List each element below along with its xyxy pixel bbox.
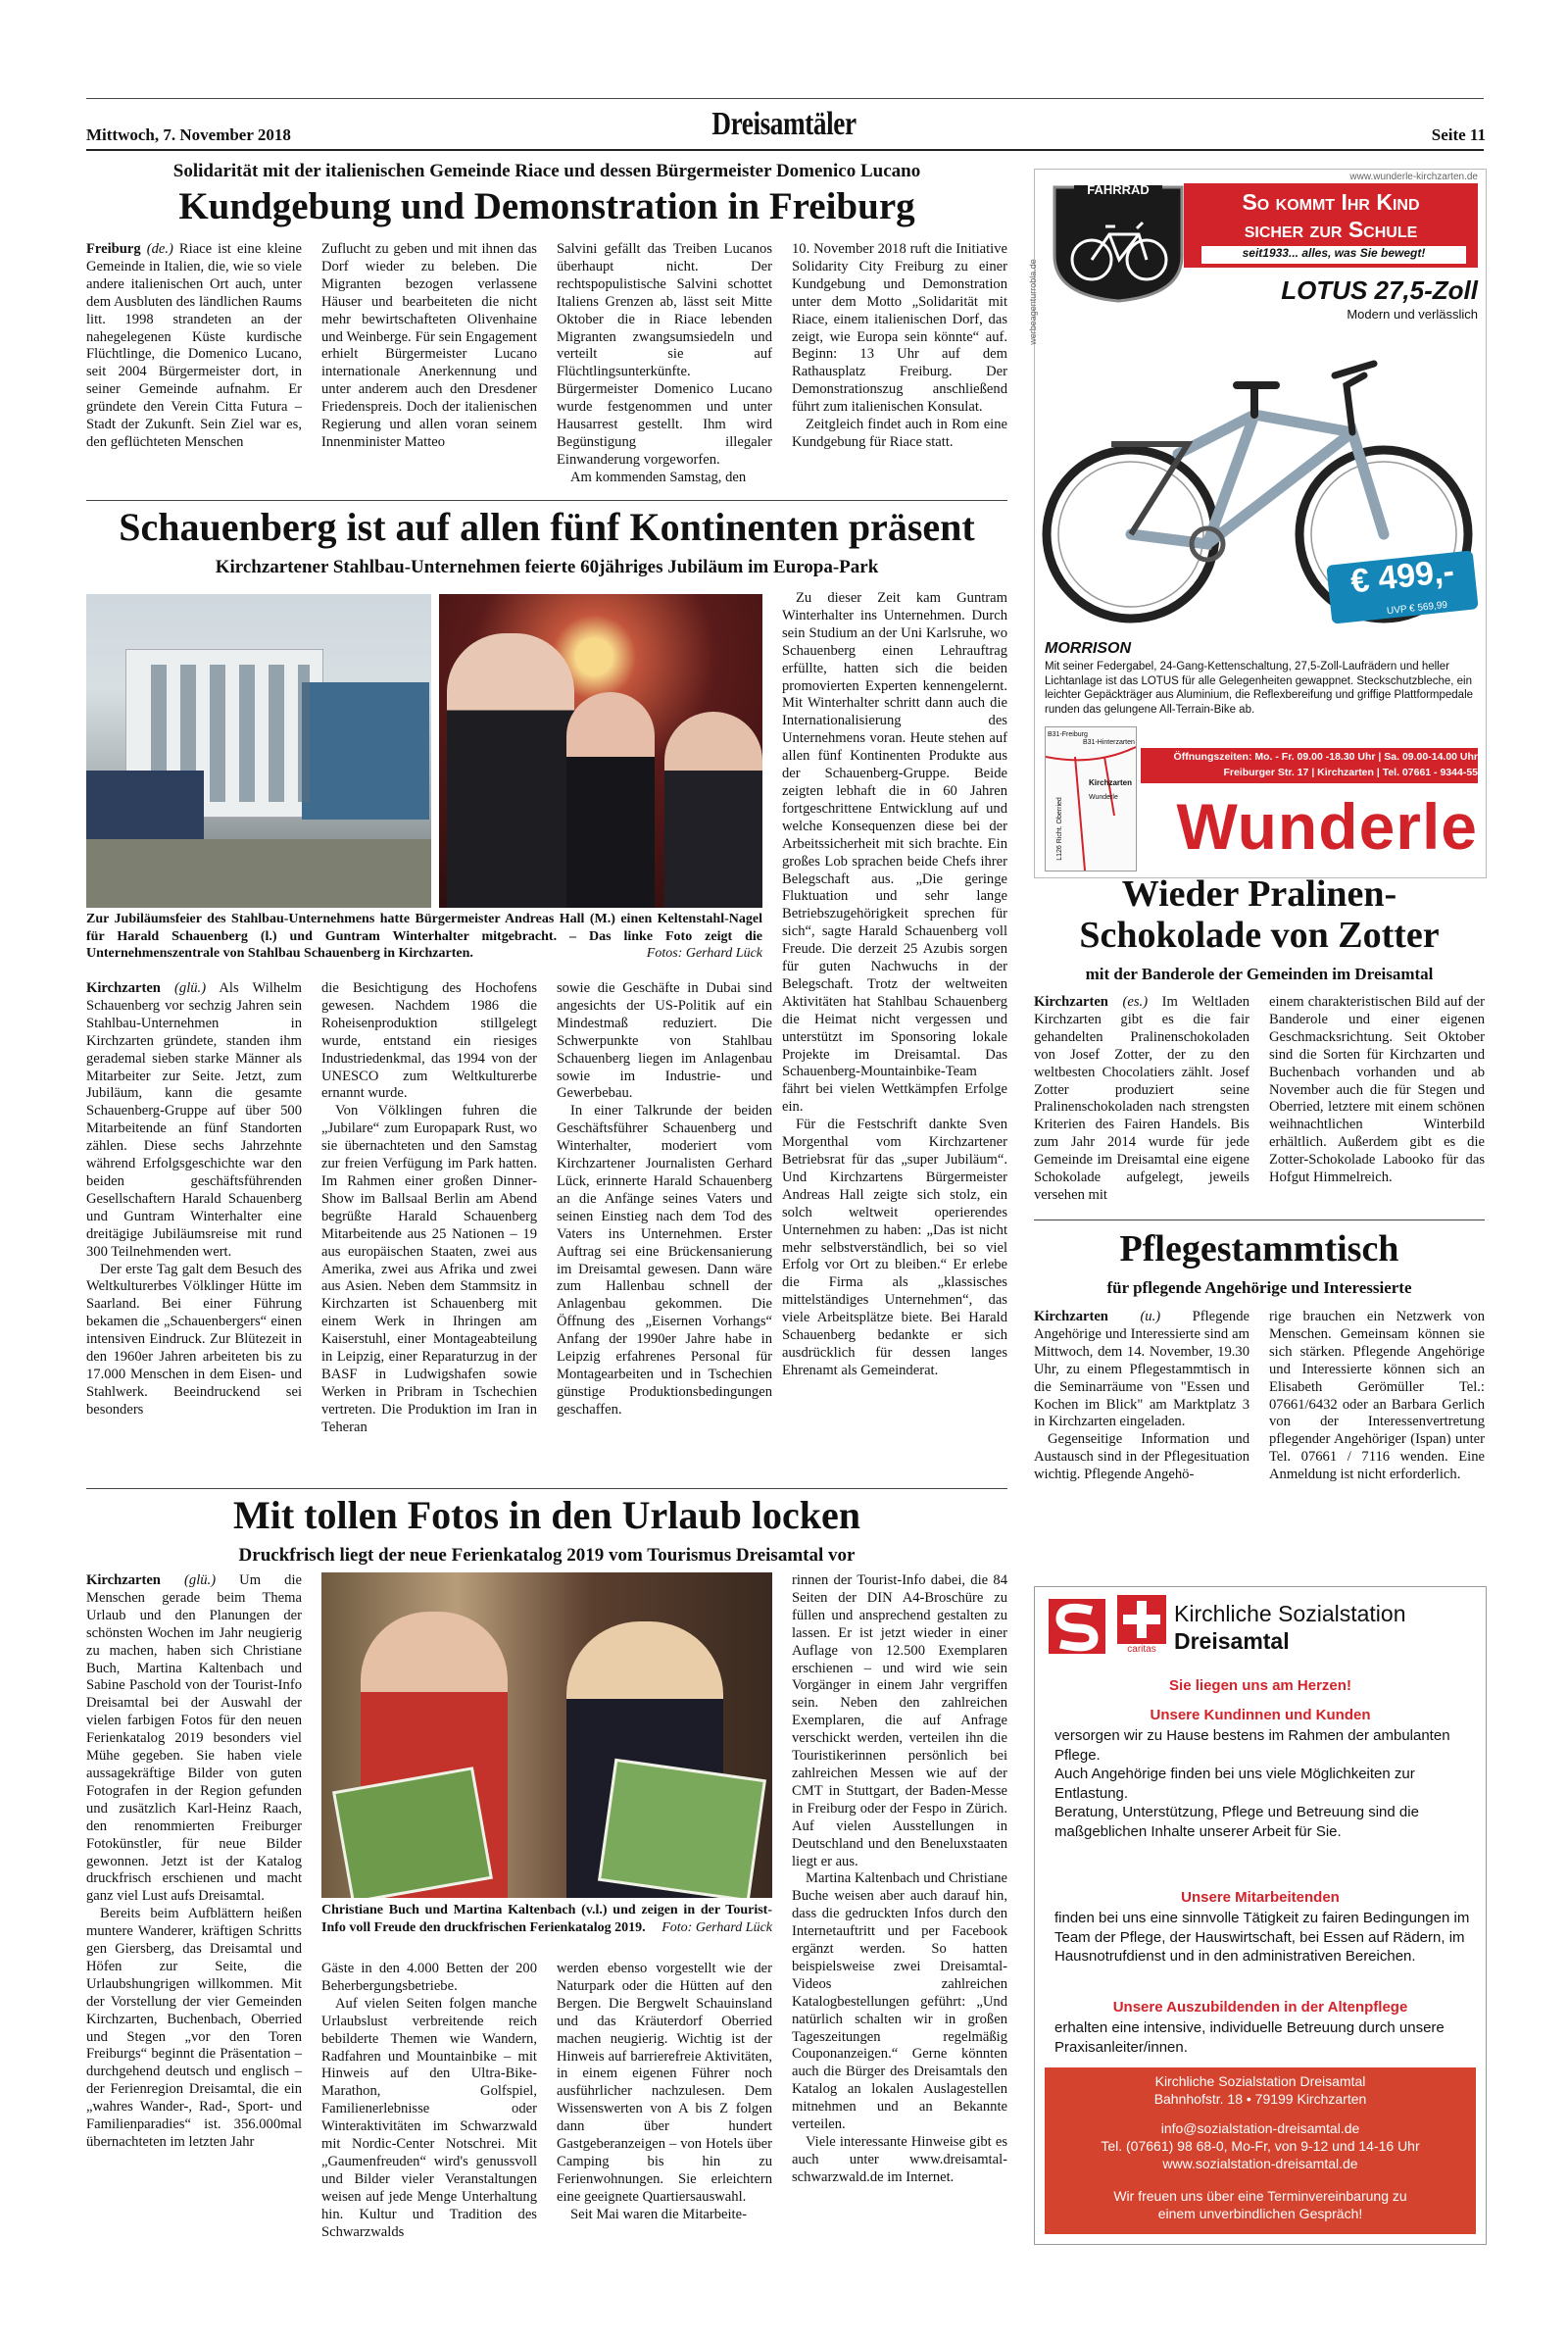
article-column: werden ebenso vorgestellt wie der Naturpark oder die Hütten auf den Bergen. Die Bergwelt Schauinsland und das Kräuterdorf Oberried machen neugierig. Wichtig ist der Hinweis auf barrierefreie Aktivitäten, in einem eigenen Führer noch ausführlicher nachzulesen. Dem Wissenswerten von A bis Z folgen dann über hundert Gastgeberanzeigen – von Hotels über Camping bis hin zu Ferienwohnungen. Sie erleichtern eine geeignete Quartiersauswahl. Seit Mai waren die Mitarbeite- [557,1961,772,2222]
dateline: Kirchzarten [1034,994,1108,1010]
article-column: Gäste in den 4.000 Betten der 200 Beherbergungsbetriebe. Auf vielen Seiten folgen manche Urlaubslust verbreitende reich bebilderte Themen wie Wandern, Radfahren und Mountainbike – mit Hinweis auf den Ultra-Bike-Marathon, Golfspiel, Familienerlebnisse oder Winteraktivitäten im Schwarzwald mit Nordic-Center Notschrei. Mit „Gaumenfreuden“ wird's genussvoll und Bilder vieler Veranstaltungen weisen auf jede Menge Unterhaltung hin. Kultur und Tradition des Schwarzwalds [321,1961,537,2240]
contact-address: Bahnhofstr. 18 • 79199 Kirchzarten [1153,2091,1367,2107]
map-label: Kirchzarten [1089,778,1133,787]
catalogue [332,1767,493,1898]
ad-title: Dreisamtal [1174,1628,1290,1654]
author: (glü.) [184,1572,217,1588]
shield-label: FAHRRAD [1087,182,1150,197]
author: (de.) [146,241,173,257]
article-kicker: Solidarität mit der italienischen Gemeinde Riace und dessen Bürgermeister Domenico Lucano [172,161,921,181]
section-heading: Unsere Mitarbeitenden [1181,1889,1340,1906]
ad-since: seit1933... alles, was Sie bewegt! [1201,246,1466,264]
photo-credit: Foto: Gerhard Lück [662,1919,772,1935]
article-column: Zuflucht zu geben und mit ihnen das Dorf wieder zu beleben. Die Migranten bezogen verlassene Häuser und bearbeiteten die nicht mehr bewirtschafteten Olivenhaine und Weinberge. Für sein Engagement erhielt Bürgermeister Lucano internationale Anerkennung und unter anderem auch den Dresdener Friedenspreis. Doch der italienischen Regierung und allen voran seinem Innenminister Matteo [321,241,537,450]
article-column: Freiburg (de.) Riace ist eine kleine Gemeinde in Italien, die, wie so viele andere italienischen Ort auch, unter dem Ausbluten des ländlichen Raums litt. 1998 strandeten an der nahegelegenen Küste kurdische Flüchtlinge, die Domenico Lucano, seit 2004 Bürgermeister dort, in seiner Gemeinde aufnahm. Er gründete den Verein Citta Futura – Stadt der Zukunft. Sein Ziel war es, den geflüchteten Menschen [86,241,302,450]
ad-headline: sicher zur Schule [1244,217,1418,242]
issue-date: Mittwoch, 7. November 2018 [86,125,291,144]
person-left [447,633,574,908]
shop-address: Freiburger Str. 17 | Kirchzarten | Tel. 07661 - 9344-55 [1223,767,1478,778]
article-subheadline: mit der Banderole der Gemeinden im Dreisamtal [1085,965,1434,983]
dateline: Kirchzarten [1034,1309,1108,1324]
contact-email: info@sozialstation-dreisamtal.de [1160,2120,1360,2136]
ad-vertical-credit: werbeagenturrobla.de [1027,259,1038,345]
article-column: rige brauchen ein Netzwerk von Menschen. Gemeinsam können sie sich stärken. Pflegende Angehörige und Interessierte können sich an Elisabeth Gerömüller Tel.: 07661/6432 oder an Barbara Gerlich von der Interessenvertretung pflegender Angehöriger (Ispan) unter Tel. 07661 / 7116 wenden. Eine Anmeldung ist nicht erforderlich. [1269,1309,1485,1483]
ad-title: Kirchliche Sozialstation [1174,1601,1406,1626]
author: (glü.) [174,980,207,996]
article-headline: Mit tollen Fotos in den Urlaub locken [232,1493,861,1537]
article-column: sowie die Geschäfte in Dubai sind angesichts der US-Politik auf ein Mindestmaß reduziert. Die Schwerpunkte von Stahlbau Schauenberg liegen im Anlagenbau sowie im Industrie- und Gewerbebau. In einer Talkrunde der beiden Geschäftsführer Schauenberg und Winterhalter, moderiert vom Kirchzartener Journalisten Gerhard Lück, erinnerte Harald Schauenberg an die Anfänge seines Vaters und seinen Einstieg nach dem Tod des Vaters ins Unternehmen. Erster Auftrag sei eine Brückensanierung im Dreisamtal gewesen. Dann wäre zum Hallenbau schnell der Anlagenbau gekommen. Die Öffnung des „Eisernen Vorhangs“ Anfang der 1990er Jahre habe in Leipzig erfahrenes Personal für Montagearbeiten und in Tschechien günstige Produktionsbedingungen geschaffen. [557,980,772,1418]
truck [86,771,204,839]
caritas-label: caritas [1127,1644,1156,1655]
celebration-photo [439,594,762,908]
dateline: Freiburg [86,241,141,257]
article-subheadline: Druckfrisch liegt der neue Ferienkatalog 2019 vom Tourismus Dreisamtal vor [238,1545,856,1566]
opening-hours: Öffnungszeiten: Mo. - Fr. 09.00 -18.30 Uhr | Sa. 09.00-14.00 Uhr [1173,751,1478,763]
map-label: B31-Hinterzarten [1083,739,1135,746]
article-headline: Schokolade von Zotter [1079,915,1440,956]
contact-phone: Tel. (07661) 98 68-0, Mo-Fr, von 9-12 und 14-16 Uhr [1101,2138,1420,2154]
masthead: Dreisamtäler [711,106,857,142]
catalogue [598,1759,766,1898]
ad-slogan: Sie liegen uns am Herzen! [1169,1677,1351,1694]
section-heading: Unsere Kundinnen und Kunden [1150,1707,1371,1723]
dateline: Kirchzarten [86,980,161,996]
bike-description: Mit seiner Federgabel, 24-Gang-Kettenschaltung, 27,5-Zoll-Laufrädern und heller Lichtanlage ist das LOTUS für alle Gelegenheiten gewappnet. Steckschutzbleche, ein leichter Gepäckträger aus Aluminium, die Reflexbereifung und griffige Plattformpedale runden das gelungene All-Terrain-Bike ab. [1045,661,1474,716]
building-facade [302,682,429,820]
section-text: erhalten eine intensive, individuelle Betreuung durch unsere Praxisanleiter/innen. [1054,2019,1445,2056]
uvp: UVP € 569,99 [1386,599,1448,618]
article-column: Zu dieser Zeit kam Guntram Winterhalter ins Unternehmen. Durch sein Studium an der Uni Karlsruhe, wo Schauenberg einen Lehrauftrag erfüllte, hatten sich die beiden promovierten Experten kennengelernt. Mit Winterhalter schritt dann auch die Internationalisierung des Unternehmens voran. Heute stehen auf allen fünf Kontinenten Produkte aus der Schauenberg-Gruppe. Beide zeigten lebhaft die in 60 Jahren fortgeschrittene Entwicklung auf und welche Konsequenzen diese bei der Arbeitssicherheit mit sich brachte. Ein großes Lob sprachen beide Chefs ihrer Belegschaft aus. „Die geringe Fluktuation und sehr lange Betriebszugehörigkeit sprechen für sich“, sagte Harald Schauenberg voll Freude. Die derzeit 25 Azubis sorgen für guten Nachwuchs in der Belegschaft. Trotz der weltweiten Aktivitäten hat Stahlbau Schauenberg die Heimat nicht vergessen und unterstützt im Sponsoring lokale Projekte im Dreisamtal. Das Schauenberg-Mountainbike-Team fährt bei vielen Wettkämpfen Erfolge ein. Für die Festschrift dankte Sven Morgenthal vom Kirchzartener Betriebsrat für das „super Jubiläum“. Und Kirchzartens Bürgermeister Andreas Hall zeigte sich stolz, ein solch weltweit operierendes Unternehmen zu haben: „Das ist nicht mehr selbstverständlich, bei so viel Erfolg vor Ort zu bleiben.“ Er erlebe die Firma als „klassisches mittelständiges Unternehmen“, das viele Arbeitsplätze biete. Bei Harald Schauenberg bedankte er sich ausdrücklich für dessen langes Ehrenamt als Gemeinderat. [782,590,1007,1378]
photo-caption: Zur Jubiläumsfeier des Stahlbau-Unternehmens hatte Bürgermeister Andreas Hall (M.) einen Keltenstahl-Nagel für Harald Schauenberg (l.) und Guntram Winterhalter mitgebracht. – Das linke Foto zeigt die Unternehmenszentrale von Stahlbau Schauenberg in Kirchzarten. Fotos: Gerhard Lück [86,912,762,961]
article-column: Kirchzarten (glü.) Um die Menschen gerade beim Thema Urlaub und den Planungen der schönsten Wochen im Jahr neugierig zu machen, haben sich Christiane Buch, Martina Kaltenbach und Sabine Paschold von der Tourist-Info Dreisamtal bei der Auswahl der vielen farbigen Fotos für den neuen Ferienkatalog 2019 besonders viel Mühe gegeben. Sie haben viele aussagekräftige Bilder von guten Fotografen in der Region gefunden und zusätzlich Karl-Heinz Raach, den renommierten Freiburger Fotokünstler, für neue Bilder gewonnen. Jetzt ist der Katalog druckfrisch erschienen und macht ganz viel Lust aufs Dreisamtal. Bereits beim Aufblättern heißen muntere Wanderer, kräftigen Schritts gen Giersberg, das Dreisamtal und Höfen zur Seite, die Urlaubshungrigen willkommen. Mit der Vorstellung der vier Gemeinden Kirchzarten, Buchenbach, Oberried und Stegen „vor den Toren Freiburgs“ beginnt die Präsentation – durchgehend deutsch und englisch – der Ferienregion Dreisamtal, die ein „wahres Wander-, Rad-, Sport- und Familienparadies“ ist. 356.000mal übernachteten im letzten Jahr [86,1572,302,2150]
page-number: Seite 11 [1431,125,1486,144]
person-right [664,712,762,908]
author: (u.) [1140,1309,1161,1324]
contact-name: Kirchliche Sozialstation Dreisamtal [1154,2073,1366,2089]
article-column: 10. November 2018 ruft die Initiative Solidarity City Freiburg zu einer Kundgebung und Demonstration unter dem Motto „Solidarität mit Riace, einem italienischen Dorf, das zeigt, wie Europa sein könnte“ auf. Beginn: 13 Uhr auf dem Rathausplatz Freiburg. Der Demonstrationszug anschließend führt zum italienischen Konsulat. Zeitgleich findet auch in Rom eine Kundgebung für Riace statt. [792,241,1007,450]
article-column: Kirchzarten (es.) Im Weltladen Kirchzarten gibt es die fair gehandelten Pralinenschokoladen von Josef Zotter, der zu den weltbesten Chocolatiers zählt. Josef Zotter produziert seine Pralinenschokoladen nach strengsten Kriterien des Fairen Handels. Bis zum Jahr 2014 wurde für jede Gemeinde im Dreisamtal eine eigene Schokolade aufgelegt, jeweils versehen mit [1034,994,1250,1203]
photo-caption: Christiane Buch und Martina Kaltenbach (v.l.) und zeigen in der Tourist-Info voll Freude den druckfrischen Ferienkatalog 2019. Foto: Gerhard Lück [321,1903,772,1935]
price: € 499,- [1348,552,1456,601]
author: (es.) [1122,994,1149,1010]
map-label: Wunderle [1089,794,1118,801]
article-subheadline: für pflegende Angehörige und Interessierte [1106,1278,1412,1297]
bike-model: LOTUS 27,5-Zoll [1281,275,1478,305]
article-column: Kirchzarten (glü.) Als Wilhelm Schauenberg vor sechzig Jahren sein Stahlbau-Unternehmen in Kirchzarten gründete, standen ihm gerademal sieben starke Männer als Mitarbeiter zur Seite. Jetzt, zum Jubiläum, kann die gesamte Schauenberg-Gruppe auf über 500 Mitarbeitende an fünf Standorten zählen. Diese sechs Jahrzehnte während Erfolgsgeschichte war den beiden geschäftsführenden Gesellschaftern Harald Schauenberg und Guntram Winterhalter eine dreitägige Jubiläumsreise mit rund 300 Teilnehmenden wert. Der erste Tag galt dem Besuch des Weltkulturerbes Völklinger Hütte im Saarland. Bei einer Führung bekamen die „Schauenbergers“ einen intensiven Eindruck. Zur Blütezeit in den 1960er Jahren arbeiteten bis zu 17.000 Menschen in dem Eisen- und Stahlwerk. Beeindruckend sei besonders [86,980,302,1418]
photo-credit: Fotos: Gerhard Lück [646,946,762,961]
section-text: versorgen wir zu Hause bestens im Rahmen der ambulanten Pflege. Auch Angehörige finden bei uns viele Möglichkeiten zur Entlastung. Beratung, Unterstützung, Pflege und Betreuung sind die maßgeblichen Inhalte unserer Arbeit für Sie. [1054,1727,1450,1840]
company-building-photo [86,594,431,908]
section-heading: Unsere Auszubildenden in der Altenpflege [1112,1999,1408,2016]
article-subheadline: Kirchzartener Stahlbau-Unternehmen feierte 60jähriges Jubiläum im Europa-Park [215,557,879,577]
sozialstation-s-logo [1047,1597,1107,1656]
article-column: rinnen der Tourist-Info dabei, die 84 Seiten der DIN A4-Broschüre zu füllen und ansprechend gestalten zu lassen. Er ist jetzt wieder in einer Auflage von 12.500 Exemplaren erschienen – und wird wie sein Vorgänger in einem Jahr vergriffen sein. Neben den zahlreichen Exemplaren, die auf Anfrage verschickt werden, verteilen ihn die Touristikerinnen persönlich bei zahlreichen Messen wie auf der CMT in Stuttgart, der Baden-Messe in Freiburg oder der Fespo in Zürich. Auf vielen Ausstellungen in Deutschland und den Beneluxstaaten liegt er aus. Martina Kaltenbach und Christiane Buche weisen aber auch darauf hin, dass die gedruckten Infos durch den Internetauftritt und per Facebook ergänzt werden. So hatten beispielsweise zwei Dreisamtal-Videos zahlreichen Katalogbestellungen geführt: „Und natürlich schalten wir in großen Tageszeitungen regelmäßig Couponanzeigen.“ Gerne könnten auch die Bürger des Dreisamtals den Katalog an lokalen Auslagestellen mitnehmen und an Bekannte verteilen. Viele interessante Hinweise gibt es auch unter www.dreisamtal-schwarzwald.de im Internet. [792,1572,1007,2185]
tourist-info-photo [321,1572,772,1898]
lawn [86,839,431,908]
article-headline: Kundgebung und Demonstration in Freiburg [178,185,915,227]
contact-invitation: Wir freuen uns über eine Terminvereinbarung zu einem unverbindlichen Gespräch! [1113,2188,1407,2221]
bike-tagline: Modern und verlässlich [1347,307,1478,322]
article-column: die Besichtigung des Hochofens gewesen. Nachdem 1986 die Roheisenproduktion stillgelegt wurde, entstand ein riesiges Industriedenkmal, das 1994 von der UNESCO zum Weltkulturerbe ernannt wurde. Von Völklingen fuhren die „Jubilare“ zum Europapark Rust, wo sie übernachteten und den Samstag zur freien Verfügung im Park hatten. Im Rahmen einer großen Dinner-Show im Ballsaal Berlin am Abend begrüßte Harald Schauenberg Mitarbeitende aus 25 Nationen – 19 aus europäischen Staaten, zwei aus Amerika, zwei aus Afrika und zwei aus Asien. Neben dem Stammsitz in Kirchzarten ist Schauenberg mit einem Werk in Ihringen am Kaiserstuhl, einer Montageabteilung in Leipzig, einer Reparaturzug in der BASF in Ludwigshafen sowie Werken in Pribram in Tschechien vertreten. Die Produktion im Iran in Teheran [321,980,537,1435]
article-headline: Pflegestammtisch [1119,1228,1399,1270]
article-column: Salvini gefällt das Treiben Lucanos überhaupt nicht. Der rechtspopulistische Salvini schottet Italiens Grenzen ab, lässt seit Mitte Oktober die in Riace lebenden Migranten zwangsumsiedeln und verteilt sie auf Flüchtlingsunterkünfte. Bürgermeister Domenico Lucano wurde festgenommen und unter Hausarrest gestellt. Ihm wird Begünstigung illegaler Einwanderung vorgeworfen. Am kommenden Samstag, den [557,241,772,485]
contact-website: www.sozialstation-dreisamtal.de [1162,2156,1358,2171]
bike-advertisement [1027,169,1487,878]
caritas-advertisement [1034,1586,1487,2245]
article-column: einem charakteristischen Bild auf der Banderole und einer eigenen Geschmacksrichtung. Seit Oktober sind die Sorten für Kirchzarten und Buchenbach vorhanden und ab November auch die für Stegen und Oberried, letztere mit einem schönen weihnachtlichen Winterbild erhältlich. Außerdem gibt es die Zotter-Schokolade Labooko für das Hofgut Himmelreich. [1269,994,1485,1186]
map-label: B31-Freiburg [1048,731,1088,738]
article-headline: Schauenberg ist auf allen fünf Kontinenten präsent [119,505,975,549]
ad-headline: So kommt Ihr Kind [1242,189,1420,215]
location-map [1045,726,1137,871]
ad-url: www.wunderle-kirchzarten.de [1349,172,1478,182]
brand-logo: MORRISON [1045,640,1131,657]
article-column: Kirchzarten (u.) Pflegende Angehörige und Interessierte sind am Mittwoch, dem 14. November, 19.30 Uhr, zu einem Pflegestammtisch in die Seminarräume von "Essen und Kochen im Blick" am Marktplatz 3 in Kirchzarten eingeladen. Gegenseitige Information und Austausch sind in der Pflegesituation wichtig. Pflegende Angehö- [1034,1309,1250,1483]
dateline: Kirchzarten [86,1572,161,1588]
article-headline: Wieder Pralinen- [1121,873,1397,915]
person-middle [566,692,655,908]
wunderle-logo: Wunderle [1176,790,1478,863]
map-label: L126 Richt. Oberried [1055,797,1063,861]
section-text: finden bei uns eine sinnvolle Tätigkeit zu fairen Bedingungen im Team der Pflege, der Hauswirtschaft, bei Essen auf Rädern, im Hausnotrufdienst und in den administrativen Bereichen. [1054,1910,1470,1965]
